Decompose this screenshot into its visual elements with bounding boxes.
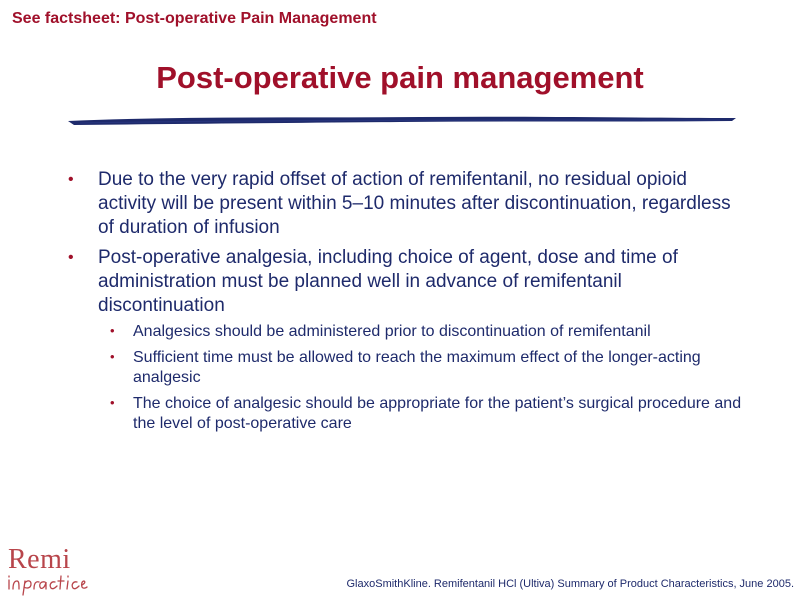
sub-bullet-item: [98, 394, 748, 434]
title-underline-brush: [60, 112, 740, 128]
sub-bullet-marker: •: [110, 395, 115, 410]
bullet-marker: •: [68, 171, 74, 188]
sub-bullet-text: The choice of analgesic should be appropriate for the patient’s surgical procedure and the level of post-operative care: [133, 395, 742, 432]
remi-in-practice-logo: [6, 544, 88, 596]
sub-bullet-list: [98, 322, 748, 434]
bullet-text: Post-operative analgesia, including choice of agent, dose and time of administration must be planned well in advance of remifentanil discontinuation: [98, 247, 678, 316]
bullet-marker: •: [68, 249, 74, 266]
sub-bullet-text: Sufficient time must be allowed to reach the maximum effect of the longer-acting analgesic: [133, 349, 701, 386]
sub-bullet-item: [98, 322, 748, 342]
logo-tagline-script: [6, 572, 88, 596]
bullet-item: [68, 168, 748, 240]
bullet-list: [68, 168, 748, 440]
logo-wordmark: Remi: [8, 544, 71, 575]
reference-citation: GlaxoSmithKline. Remifentanil HCl (Ultiva) Summary of Product Characteristics, June 2005.: [346, 578, 794, 590]
bullet-text: Due to the very rapid offset of action of remifentanil, no residual opioid activity will be present within 5–10 minutes after discontinuation, regardless of duration of infusion: [98, 169, 731, 238]
sub-bullet-marker: •: [110, 323, 115, 338]
bullet-item: [68, 246, 748, 434]
sub-bullet-item: [98, 348, 748, 388]
factsheet-link[interactable]: See factsheet: Post-operative Pain Management: [12, 10, 377, 27]
sub-bullet-marker: •: [110, 349, 115, 364]
sub-bullet-text: Analgesics should be administered prior to discontinuation of remifentanil: [133, 323, 651, 340]
slide-title: Post-operative pain management: [156, 60, 644, 95]
